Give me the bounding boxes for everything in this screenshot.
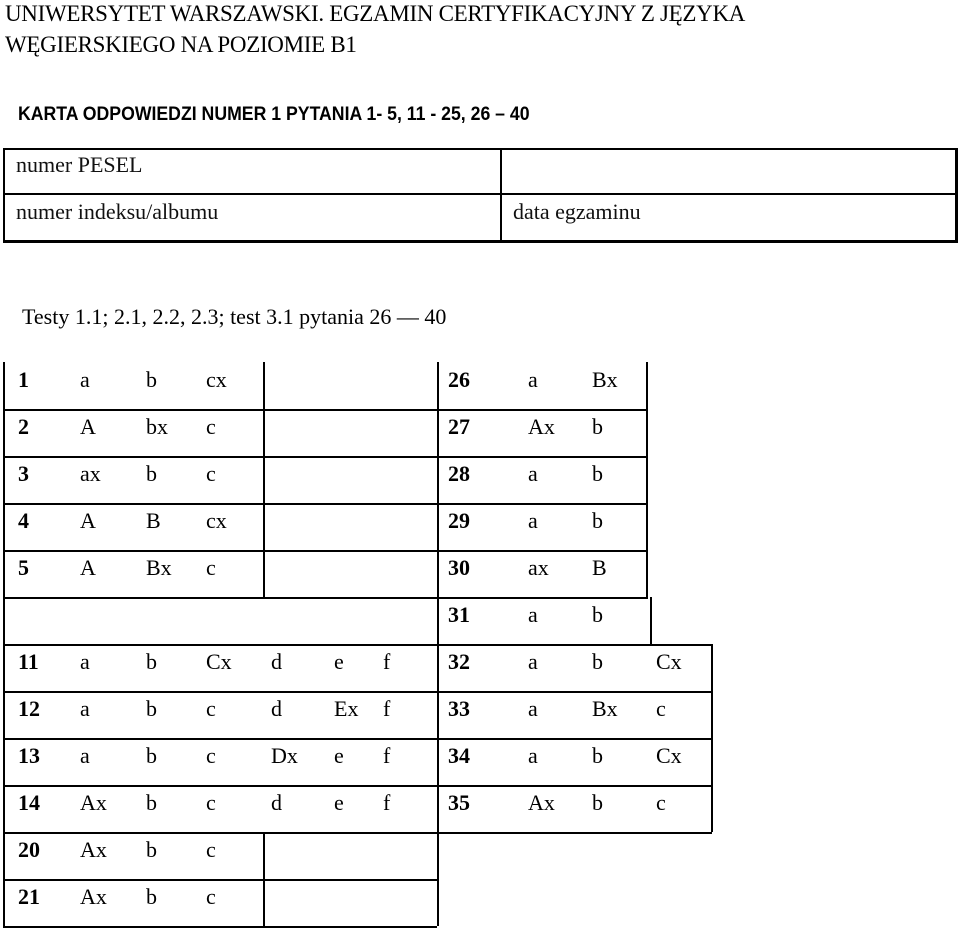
answer-option: a — [80, 649, 90, 674]
answer-option: c — [206, 743, 216, 768]
exam-date-label: data egzaminu — [513, 199, 641, 224]
grid-line — [3, 644, 712, 646]
answer-option: b — [592, 508, 603, 533]
answer-option: c — [206, 414, 216, 439]
answer-option: Bx — [146, 555, 172, 580]
answer-option: a — [80, 743, 90, 768]
exam-title-line2: WĘGIERSKIEGO NA POZIOMIE B1 — [5, 32, 357, 57]
question-number: 14 — [18, 790, 40, 815]
answer-sheet-heading: KARTA ODPOWIEDZI NUMER 1 PYTANIA 1- 5, 11 - 25, 26 – 40 — [18, 104, 530, 125]
grid-line — [3, 879, 437, 881]
answer-option: e — [334, 649, 344, 674]
answer-option: f — [383, 649, 391, 674]
answer-option: b — [146, 884, 157, 909]
answer-option: A — [80, 414, 96, 439]
question-number: 2 — [18, 414, 29, 439]
answer-option: c — [206, 884, 216, 909]
question-number: 26 — [448, 367, 470, 392]
answer-option: c — [206, 790, 216, 815]
answer-option: c — [656, 696, 666, 721]
answer-option: a — [528, 696, 538, 721]
answer-option: bx — [146, 414, 168, 439]
answer-option: Ax — [80, 790, 107, 815]
grid-line — [3, 456, 648, 458]
question-number: 27 — [448, 414, 470, 439]
question-number: 11 — [18, 649, 39, 674]
answer-option: a — [528, 367, 538, 392]
grid-line — [646, 362, 648, 597]
answer-option: ax — [528, 555, 549, 580]
answer-option: b — [592, 414, 603, 439]
exam-title-line1: UNIWERSYTET WARSZAWSKI. EGZAMIN CERTYFIKACYJNY Z JĘZYKA — [5, 1, 746, 26]
answer-option: c — [206, 696, 216, 721]
answer-option: ax — [80, 461, 101, 486]
pesel-label: numer PESEL — [16, 152, 143, 177]
grid-line — [3, 409, 648, 411]
answer-option: a — [80, 367, 90, 392]
answer-option: Cx — [656, 743, 682, 768]
question-number: 20 — [18, 837, 40, 862]
answer-option: A — [80, 555, 96, 580]
question-number: 34 — [448, 743, 470, 768]
question-number: 1 — [18, 367, 29, 392]
answer-option: b — [146, 461, 157, 486]
answer-option: b — [146, 837, 157, 862]
index-number-label: numer indeksu/albumu — [16, 199, 219, 224]
answer-option: b — [146, 743, 157, 768]
answer-option: b — [592, 649, 603, 674]
answer-option: B — [146, 508, 161, 533]
question-number: 12 — [18, 696, 40, 721]
tests-label: Testy 1.1; 2.1, 2.2, 2.3; test 3.1 pytania 26 — 40 — [22, 304, 447, 329]
answer-option: b — [592, 790, 603, 815]
answer-option: A — [80, 508, 96, 533]
question-number: 3 — [18, 461, 29, 486]
question-number: 29 — [448, 508, 470, 533]
question-number: 4 — [18, 508, 29, 533]
answer-option: f — [383, 790, 391, 815]
answer-option: cx — [206, 508, 227, 533]
answer-option: b — [146, 696, 157, 721]
answer-option: Bx — [592, 696, 618, 721]
answer-option: Ax — [80, 837, 107, 862]
grid-line — [3, 503, 648, 505]
question-number: 30 — [448, 555, 470, 580]
grid-line — [263, 362, 265, 597]
answer-option: c — [656, 790, 666, 815]
grid-line — [3, 832, 712, 834]
answer-option: Ex — [334, 696, 359, 721]
answer-option: b — [146, 367, 157, 392]
answer-option: a — [528, 602, 538, 627]
answer-option: d — [271, 649, 282, 674]
grid-line — [3, 691, 712, 693]
grid-line — [650, 597, 652, 644]
question-number: 32 — [448, 649, 470, 674]
grid-line — [3, 785, 712, 787]
answer-option: c — [206, 461, 216, 486]
question-number: 5 — [18, 555, 29, 580]
answer-option: b — [146, 649, 157, 674]
question-number: 31 — [448, 602, 470, 627]
answer-option: e — [334, 790, 344, 815]
grid-line — [3, 738, 712, 740]
answer-option: d — [271, 790, 282, 815]
grid-line — [3, 926, 437, 928]
grid-line — [3, 550, 648, 552]
answer-option: b — [592, 602, 603, 627]
answer-option: d — [271, 696, 282, 721]
answer-option: Ax — [528, 414, 555, 439]
answer-option: a — [528, 649, 538, 674]
answer-option: a — [528, 461, 538, 486]
answer-option: Cx — [656, 649, 682, 674]
answer-option: b — [592, 461, 603, 486]
question-number: 35 — [448, 790, 470, 815]
answer-option: f — [383, 743, 391, 768]
answer-option: Ax — [80, 884, 107, 909]
question-number: 21 — [18, 884, 40, 909]
answer-option: cx — [206, 367, 227, 392]
answer-option: Cx — [206, 649, 232, 674]
answer-option: a — [80, 696, 90, 721]
answer-option: b — [146, 790, 157, 815]
answer-option: c — [206, 555, 216, 580]
answer-option: B — [592, 555, 607, 580]
answer-option: Dx — [271, 743, 298, 768]
answer-option: a — [528, 508, 538, 533]
question-number: 28 — [448, 461, 470, 486]
answer-option: b — [592, 743, 603, 768]
answer-option: c — [206, 837, 216, 862]
grid-line — [3, 597, 648, 599]
question-number: 13 — [18, 743, 40, 768]
answer-option: f — [383, 696, 391, 721]
answer-option: Bx — [592, 367, 618, 392]
question-number: 33 — [448, 696, 470, 721]
answer-option: e — [334, 743, 344, 768]
answer-option: a — [528, 743, 538, 768]
answer-option: Ax — [528, 790, 555, 815]
